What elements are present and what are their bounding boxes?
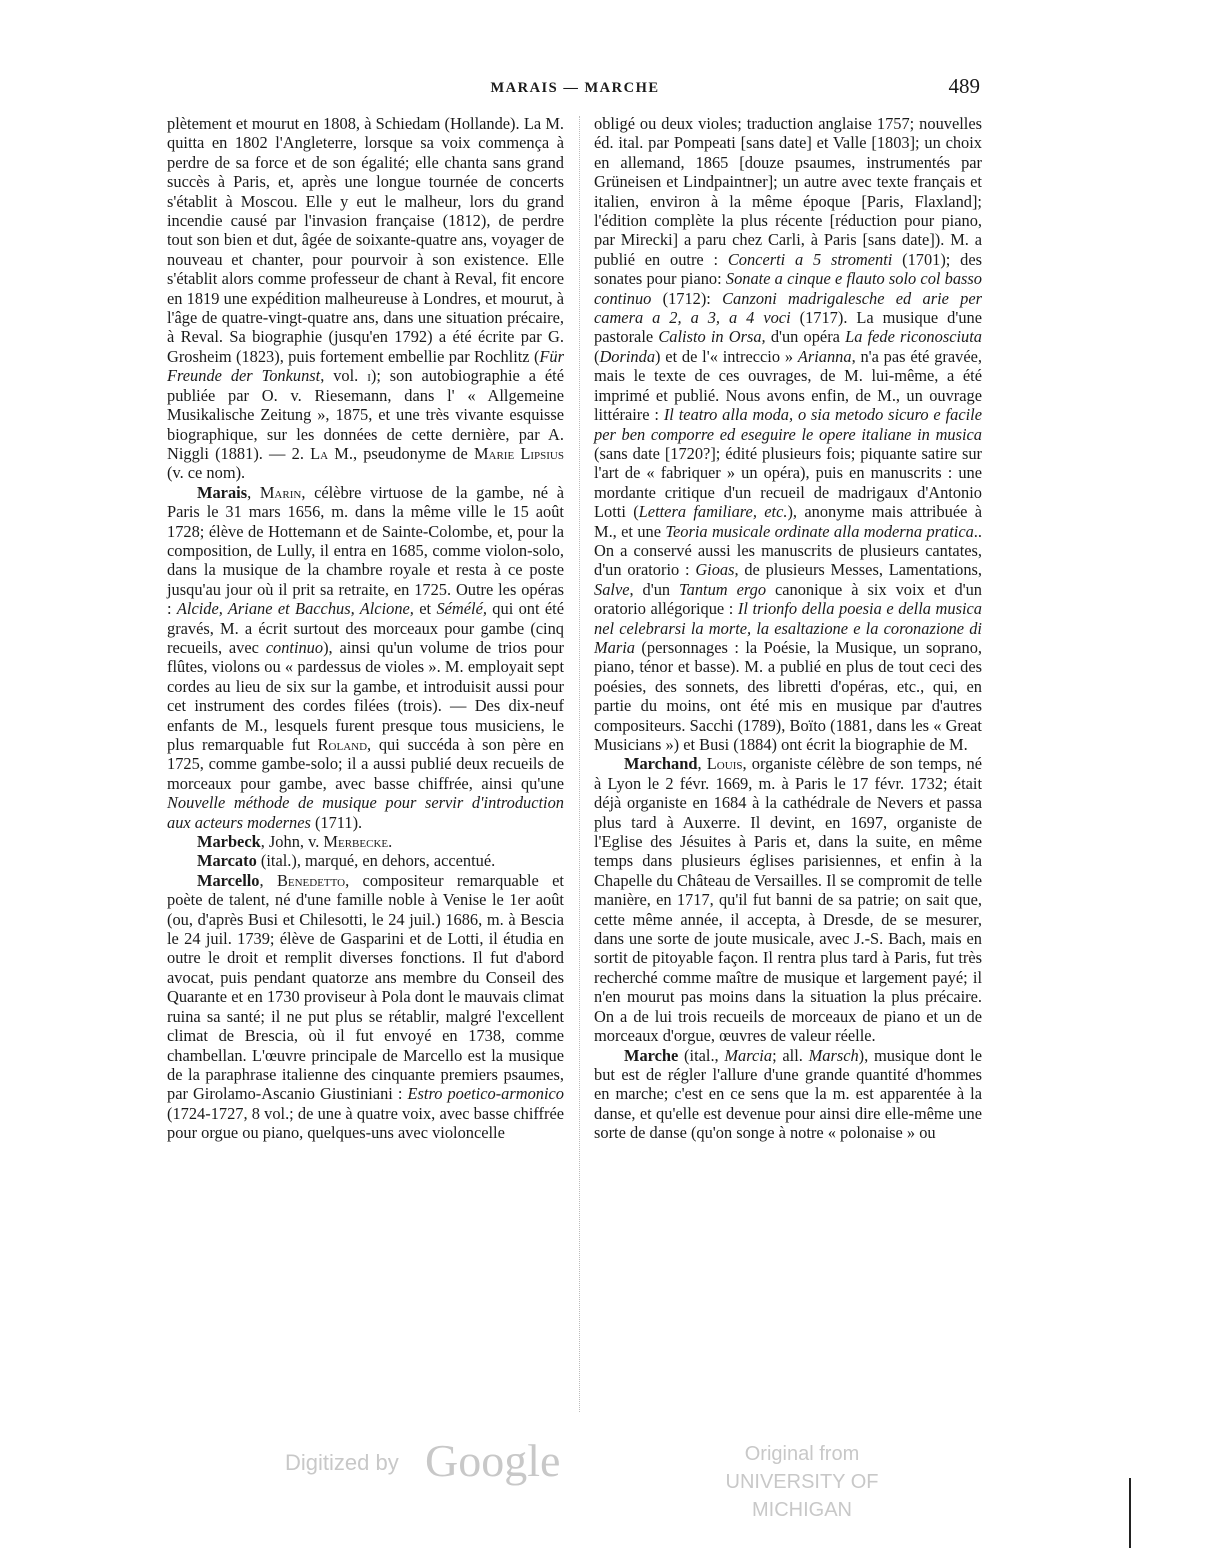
entry-text: (sans date [1720?]; édité plusieurs fois; piquante satire sur l'art de « fabriquer » un opéra), puis en manuscrits : une mordante critique d'un recueil de madrigaux d'Antonio Lotti ( bbox=[594, 443, 982, 522]
running-head: MARAIS — MARCHE bbox=[490, 80, 660, 96]
entry-text: La bbox=[310, 443, 329, 463]
entry-text: (1712): bbox=[651, 288, 723, 308]
entry-text: (1711). bbox=[310, 812, 363, 832]
entry-text: Gioas bbox=[695, 560, 735, 580]
entry-text: ), musique dont le but est de régler l'allure d'une grande quantité d'hommes en marche; c'est en ce sens que la m. est apparentée à la danse, et qu'elle est devenue pour ainsi dire elle-même une sorte de danse (qu'on songe à notre « polonaise » ou bbox=[594, 1045, 982, 1143]
entry-text: (ital., bbox=[678, 1045, 725, 1065]
entry-text: Il trionfo della poesia e della musica nel celebrarsi la morte, la esaltazione e la coronazione di Maria bbox=[594, 599, 982, 657]
entry-text: M., pseudonyme de bbox=[328, 443, 474, 463]
entry-text: obligé ou deux violes; traduction anglaise 1757; nouvelles éd. ital. par Pompeati [sans date] et Valle [1803]; un choix en allemand, 1865 [douze psaumes, instrumentés par Grüneisen et Lindpaintner]; un autre avec texte français et italien, environ à la même époque [Paris, Flaxland]; l'édition complète la plus récente [réduction pour piano, par Mirecki] a paru chez Carli, à Paris [sans date]). M. a publié en outre : bbox=[594, 114, 982, 269]
entry-text: Louis bbox=[706, 754, 743, 774]
entry-text: Roland bbox=[317, 735, 368, 754]
entry-text: ); son autobiographie a été publiée par O. v. Riesemann, dans l' « Allgemeine Musikalische Zeitung », 1875, et une très vivante esquisse biographique, sur les données de cette dernière, par A. Niggli (1881). — 2. bbox=[167, 366, 564, 463]
entry-text: , organiste célèbre de son temps, né à Lyon le 2 févr. 1669, m. à Paris le 17 févr. 1732; était déjà organiste en 1684 à la cathédrale de Nevers et passa plus tard à Auxerre. Il devint, en 1697, organiste de l'Eglise des Jésuites à Paris et, dans la suite, en même temps dans plusieurs églises parisiennes, et enfin à la Chapelle du Château de Versailles. Il se compromit de telle manière, en 1717, qu'il fut banni de sa patrie; on sait que, cette même année, il accepta, à Dresde, de se mesurer, dans une sorte de joute musicale, avec J.-S. Bach, mais en sortit de pitoyable façon. Il rentra plus tard à Paris, fut très recherché comme maître de musique et largement payé; il n'en mourut pas moins dans la situation la plus précaire. On a de lui trois recueils de morceaux de piano et un de morceaux d'orgue, œuvres de valeur réelle. bbox=[594, 754, 982, 1046]
entry-text: Salve bbox=[594, 579, 630, 599]
entry-text: , de plusieurs Messes, Lamentations, bbox=[734, 560, 982, 580]
right-column bbox=[594, 114, 982, 1143]
entry-text: Dorinda bbox=[599, 346, 656, 366]
entry-text: continuo bbox=[265, 637, 324, 657]
entry-text: plètement et mourut en 1808, à Schiedam (Hollande). La M. quitta en 1802 l'Angleterre, lorsque sa voix commença à perdre de sa force et de son égalité; elle chanta sans grand succès à Paris, et, après une longue tournée de concerts s'établit à Moscou. Elle y eut le malheur, lors du grand incendie causé par l'invasion française (1812), de perdre tout son bien et dut, âgée de soixante-quatre ans, voyager de nouveau et chanter, pour pourvoir à son existence. Elle s'établit alors comme professeur de chant à Reval, fit encore en 1819 une expédition malheureuse à Londres, et mourut, à l'âge de quatre-vingt-quatre ans, dans une situation précaire, à Reval. Sa biographie (jusqu'en 1792) a été écrite par G. Grosheim (1823), puis fortement embellie par Rochlitz ( bbox=[167, 114, 564, 366]
original-from-text: Original from bbox=[744, 1443, 860, 1465]
entry-headword: Marcello bbox=[197, 870, 260, 890]
original-from-label bbox=[677, 1440, 927, 1524]
entry-text: Merbecke bbox=[323, 832, 389, 852]
dictionary-entry bbox=[167, 483, 564, 832]
entry-text: , John, v. bbox=[260, 832, 324, 852]
scan-edge-mark bbox=[1129, 1478, 1131, 1548]
page-number: 489 bbox=[948, 74, 980, 98]
dictionary-entry bbox=[594, 754, 982, 1045]
digitization-footer bbox=[285, 1435, 925, 1521]
entry-text: ), ainsi qu'un volume de trios pour flûtes, violons ou « pardessus de violes ». M. employait sept cordes au lieu de six sur la gambe, et introduisit aussi pour cet instrument des cordes filées (trois). — Des dix-neuf enfants de M., lesquels furent presque tous musiciens, le plus remarquable fut bbox=[167, 637, 565, 754]
entry-text: Marin bbox=[259, 482, 302, 502]
dictionary-entry bbox=[167, 851, 564, 870]
entry-text: Marie Lipsius bbox=[473, 443, 564, 463]
entry-text: Concerti a 5 stromenti bbox=[727, 249, 893, 269]
google-logo: Google bbox=[425, 1435, 561, 1486]
entry-text: Benedetto bbox=[276, 870, 346, 890]
dictionary-entry bbox=[167, 832, 564, 851]
column-divider bbox=[579, 116, 581, 1412]
entry-text: Lettera familiare, etc. bbox=[638, 502, 788, 522]
entry-text: Tantum ergo bbox=[679, 579, 767, 599]
entry-text: Il teatro alla moda, o sia metodo sicuro e facile per ben comporre ed eseguire le opere italiane in musica bbox=[594, 405, 983, 444]
dictionary-entry bbox=[167, 871, 564, 1143]
entry-text: d'un opéra bbox=[765, 327, 846, 347]
entry-text: (1717). La musique d'une pastorale bbox=[594, 308, 982, 347]
entry-text: Teoria musicale ordinate alla moderna pratica bbox=[665, 521, 974, 541]
entry-text: , célèbre virtuose de la gambe, né à Paris le 31 mars 1656, m. dans la même ville le 15 août 1728; élève de Hottemann et de Sainte-Colombe, et, pour la composition, de Lully, il entra en 1685, comme violon-solo, dans la musique de la chambre royale et resta à ce poste jusqu'au jour où il prit sa retraite, en 1725. Outre les opéras : bbox=[167, 482, 564, 619]
entry-headword: Marchand bbox=[624, 754, 698, 774]
entry-text: canonique à six voix et d'un oratorio allégorique : bbox=[594, 579, 982, 619]
entry-text: Sonate a cinque e flauto solo col basso continuo bbox=[594, 269, 982, 308]
entry-text: Nouvelle méthode de musique pour servir d'introduction aux acteurs modernes bbox=[167, 793, 564, 832]
entry-headword: Marche bbox=[624, 1045, 679, 1065]
entry-text: ; all. bbox=[772, 1045, 809, 1065]
entry-text: (v. ce nom). bbox=[167, 463, 246, 483]
entry-text: (1724-1727, 8 vol.; de une à quatre voix, avec basse chiffrée pour orgue ou piano, quelques-uns avec violoncelle bbox=[167, 1103, 564, 1143]
entry-text: Alcide, Ariane et Bacchus, Alcione, bbox=[176, 599, 414, 619]
institution-name: UNIVERSITY OF MICHIGAN bbox=[725, 1471, 879, 1521]
entry-text: ( bbox=[594, 346, 600, 366]
dictionary-entry bbox=[594, 114, 982, 754]
digitized-by-label: Digitized by bbox=[285, 1450, 399, 1475]
entry-text: , n'a pas été gravée, mais le texte de ces ouvrages, de M. lui-même, a été imprimé et publié. Nous avons enfin, de M., un ouvrage littéraire : bbox=[594, 346, 983, 425]
entry-text: , qui succéda à son père en 1725, comme gambe-solo; il a aussi publié deux recueils de morceaux pour gambe, avec basse chiffrée, ainsi qu'une bbox=[167, 735, 565, 793]
entry-text: Sémélé, bbox=[436, 599, 487, 619]
entry-text: , compositeur remarquable et poète de talent, né d'une famille noble à Venise le 1er août (ou, d'après Busi et Chilesotti, le 24 juil.) 1686, m. à Bescia le 24 juil. 1739; élève de Gasparini et de Lotti, il étudia en outre le droit et remplit diverses fonctions. Il fut d'abord avocat, puis pendant quatorze ans membre du Conseil des Quarante et en 1730 proviseur à Pola dont le mauvais climat ruina sa santé; il ne put plus se rétablir, malgré l'excellent climat de Brescia, où il fut envoyé en 1738, comme chambellan. L'œuvre principale de Marcello est la musique de la paraphrase italienne des cinquante premiers psaumes, par Girolamo-Ascanio Giustiniani : bbox=[167, 870, 564, 1104]
entry-text: , bbox=[697, 754, 707, 774]
entry-text: (personnages : la Poésie, la Musique, un soprano, piano, ténor et basse). M. a publié en plus de tout ceci des poésies, des sonnets, des libretti d'opéras, etc., qui, en partie du moins, ont été mis en musique par d'autres compositeurs. Sacchi (1789), Boïto (1881, dans les « Great Musicians ») et Busi (1884) ont écrit la biographie de M. bbox=[594, 637, 982, 754]
entry-text: Für Freunde der Tonkunst bbox=[167, 346, 564, 386]
entry-text: Calisto in Orsa, bbox=[658, 327, 766, 347]
entry-text: (ital.), marqué, en dehors, accentué. bbox=[256, 851, 496, 871]
entry-text: , vol. bbox=[320, 366, 368, 386]
entry-text: ) et de l'« intreccio » bbox=[655, 346, 798, 366]
left-column bbox=[167, 114, 564, 1143]
entry-headword: Marais bbox=[197, 482, 248, 502]
entry-text: La fede riconosciuta bbox=[845, 327, 982, 347]
entry-headword: Marcato bbox=[197, 851, 257, 871]
entry-text: i bbox=[367, 366, 371, 386]
entry-text: Marsch bbox=[808, 1045, 859, 1065]
dictionary-entry bbox=[167, 114, 564, 483]
entry-text: (1701); des sonates pour piano: bbox=[594, 249, 983, 289]
entry-text: et bbox=[413, 599, 437, 619]
entry-text: Estro poetico-armonico bbox=[407, 1084, 564, 1104]
entry-text: , bbox=[259, 870, 277, 890]
entry-text: Arianna bbox=[797, 346, 852, 366]
entry-text: Marcia bbox=[724, 1045, 773, 1065]
entry-text: . bbox=[388, 832, 393, 852]
dictionary-entry bbox=[594, 1046, 982, 1143]
entry-text: Canzoni madrigalesche ed arie per camera a 2, a 3, a 4 voci bbox=[594, 288, 983, 328]
page-header bbox=[170, 74, 980, 106]
entry-text: ), anonyme mais attribuée à M., et une bbox=[594, 502, 982, 541]
entry-text: , bbox=[247, 482, 260, 502]
entry-text: .. On a conservé aussi les manuscrits de plusieurs cantates, d'un oratorio : bbox=[594, 521, 982, 580]
entry-text: , d'un bbox=[629, 579, 680, 599]
entry-text: qui ont été gravés, M. a écrit surtout des morceaux pour gambe (cinq recueils, avec bbox=[167, 599, 564, 657]
entry-headword: Marbeck bbox=[197, 832, 261, 852]
